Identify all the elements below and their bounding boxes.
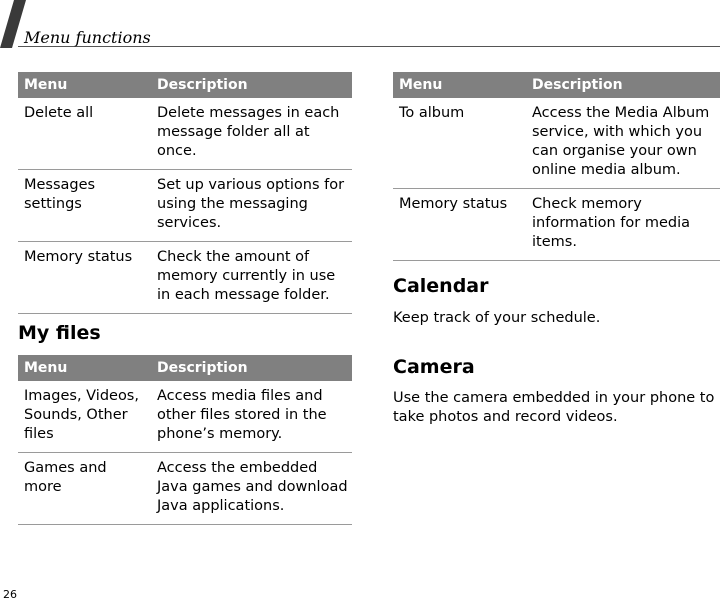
description-cell: Access the embedded Java games and download Java applications.: [151, 453, 352, 525]
table-row: [18, 98, 352, 170]
table-row: [18, 453, 352, 525]
menu-cell: Memory status: [18, 242, 151, 314]
menu-cell: To album: [393, 98, 526, 189]
col-header-menu: Menu: [393, 72, 526, 98]
calendar-text: Keep track of your schedule.: [393, 310, 601, 326]
col-header-description: Description: [151, 72, 352, 98]
table-row: [18, 381, 352, 453]
col-header-menu: Menu: [18, 72, 151, 98]
menu-cell: Games and more: [18, 453, 151, 525]
my-files-menu-table: [18, 355, 352, 525]
description-cell: Check memory information for media items.: [526, 189, 720, 261]
menu-cell: Delete all: [18, 98, 151, 170]
col-header-description: Description: [151, 355, 352, 381]
description-cell: Set up various options for using the messaging services.: [151, 170, 352, 242]
col-header-description: Description: [526, 72, 720, 98]
description-cell: Check the amount of memory currently in use in each message folder.: [151, 242, 352, 314]
media-menu-table: [393, 72, 720, 261]
menu-cell: Messages settings: [18, 170, 151, 242]
menu-cell: Images, Videos, Sounds, Other files: [18, 381, 151, 453]
camera-heading: Camera: [393, 356, 475, 378]
page-header-title: Menu functions: [24, 28, 151, 47]
table-row: [18, 170, 352, 242]
my-files-heading: My files: [18, 322, 101, 344]
camera-text: Use the camera embedded in your phone to take photos and record videos.: [393, 390, 715, 425]
header-slash-graphic: [0, 0, 26, 48]
messages-menu-table: [18, 72, 352, 314]
col-header-menu: Menu: [18, 355, 151, 381]
page-number: 26: [3, 588, 17, 601]
description-cell: Access the Media Album service, with which you can organise your own online media album.: [526, 98, 720, 189]
table-row: [393, 98, 720, 189]
table-row: [393, 189, 720, 261]
table-row: [18, 242, 352, 314]
description-cell: Delete messages in each message folder all at once.: [151, 98, 352, 170]
calendar-heading: Calendar: [393, 275, 489, 297]
description-cell: Access media files and other files stored in the phone’s memory.: [151, 381, 352, 453]
menu-cell: Memory status: [393, 189, 526, 261]
